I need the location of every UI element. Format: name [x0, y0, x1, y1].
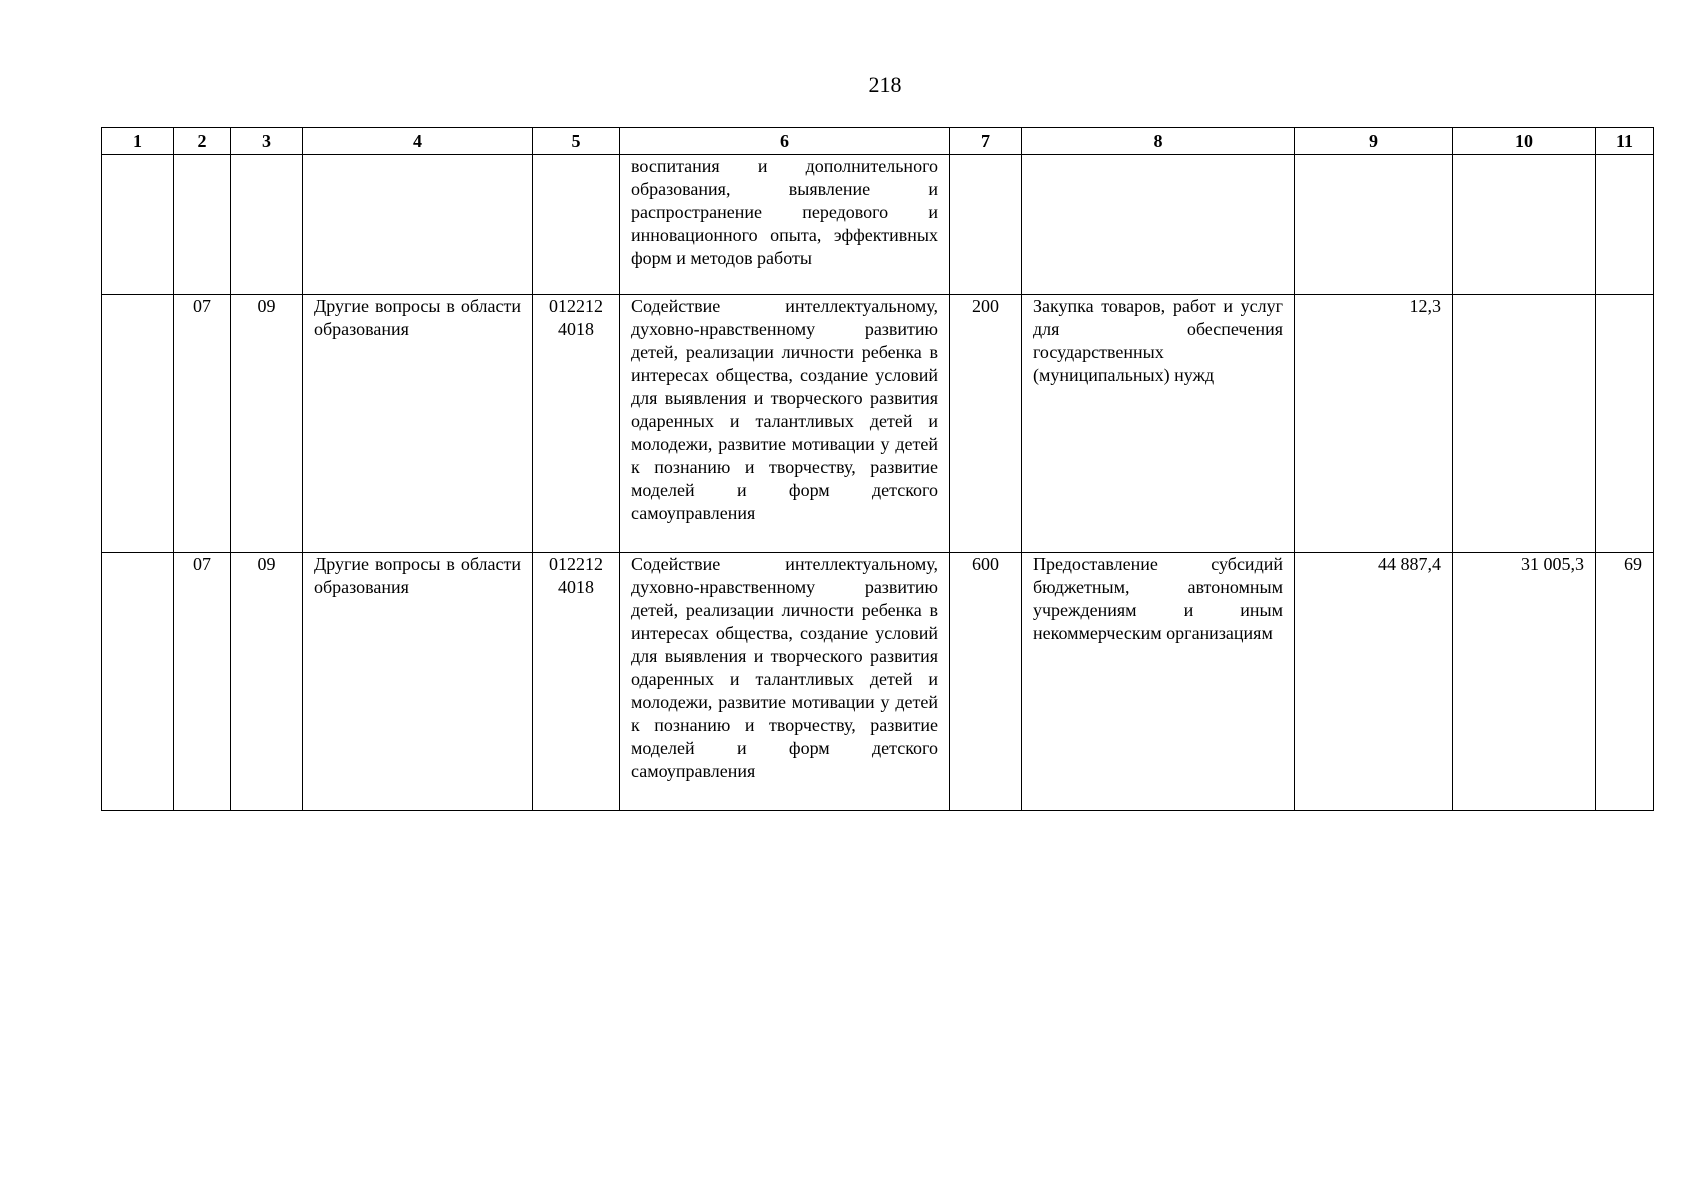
header-col-10: 10 [1453, 128, 1596, 155]
page-number: 218 [868, 72, 902, 97]
header-col-7: 7 [950, 128, 1022, 155]
cell-amount-9: 44 887,4 [1295, 553, 1453, 811]
cell-expense-type [950, 155, 1022, 295]
cell-target-description: воспитания и дополнительного образования, выявление и распространение передового и инновационного опыта, эффективных форм и методов работы [620, 155, 950, 295]
cell-target-description: Содействие интеллектуальному, духовно-нравственному развитию детей, реализации личности ребенка в интересах общества, создание условий для выявления и творческого развития одаренных и талантливых детей и молодежи, развитие мотивации у детей к познанию и творчеству, развитие моделей и форм детского самоуправления [620, 553, 950, 811]
cell-target-code: 012212 4018 [533, 553, 620, 811]
cell-col-1 [102, 295, 174, 553]
cell-amount-11 [1596, 155, 1654, 295]
cell-subsection: 09 [231, 553, 303, 811]
cell-col-1 [102, 553, 174, 811]
header-row [102, 128, 1654, 155]
header-col-11: 11 [1596, 128, 1654, 155]
cell-amount-11: 69 [1596, 553, 1654, 811]
budget-table [101, 127, 1654, 811]
header-col-3: 3 [231, 128, 303, 155]
table-row [102, 553, 1654, 811]
cell-col-1 [102, 155, 174, 295]
cell-subsection: 09 [231, 295, 303, 553]
cell-amount-9 [1295, 155, 1453, 295]
cell-amount-10 [1453, 295, 1596, 553]
header-col-6: 6 [620, 128, 950, 155]
cell-target-code: 012212 4018 [533, 295, 620, 553]
cell-expense-type-name: Предоставление субсидий бюджетным, автономным учреждениям и иным некоммерческим организациям [1022, 553, 1295, 811]
header-col-8: 8 [1022, 128, 1295, 155]
header-col-2: 2 [174, 128, 231, 155]
cell-amount-11 [1596, 295, 1654, 553]
cell-section: 07 [174, 553, 231, 811]
cell-section-name [303, 155, 533, 295]
table-row [102, 295, 1654, 553]
table-row [102, 155, 1654, 295]
cell-subsection [231, 155, 303, 295]
cell-amount-9: 12,3 [1295, 295, 1453, 553]
cell-target-description: Содействие интеллектуальному, духовно-нравственному развитию детей, реализации личности ребенка в интересах общества, создание условий для выявления и творческого развития одаренных и талантливых детей и молодежи, развитие мотивации у детей к познанию и творчеству, развитие моделей и форм детского самоуправления [620, 295, 950, 553]
cell-amount-10 [1453, 155, 1596, 295]
cell-section-name: Другие вопросы в области образования [303, 553, 533, 811]
header-col-1: 1 [102, 128, 174, 155]
cell-section [174, 155, 231, 295]
cell-expense-type: 600 [950, 553, 1022, 811]
header-col-4: 4 [303, 128, 533, 155]
cell-expense-type-name: Закупка товаров, работ и услуг для обеспечения государственных (муниципальных) нужд [1022, 295, 1295, 553]
cell-section-name: Другие вопросы в области образования [303, 295, 533, 553]
cell-section: 07 [174, 295, 231, 553]
header-col-9: 9 [1295, 128, 1453, 155]
cell-expense-type-name [1022, 155, 1295, 295]
cell-expense-type: 200 [950, 295, 1022, 553]
cell-amount-10: 31 005,3 [1453, 553, 1596, 811]
cell-target-code [533, 155, 620, 295]
header-col-5: 5 [533, 128, 620, 155]
